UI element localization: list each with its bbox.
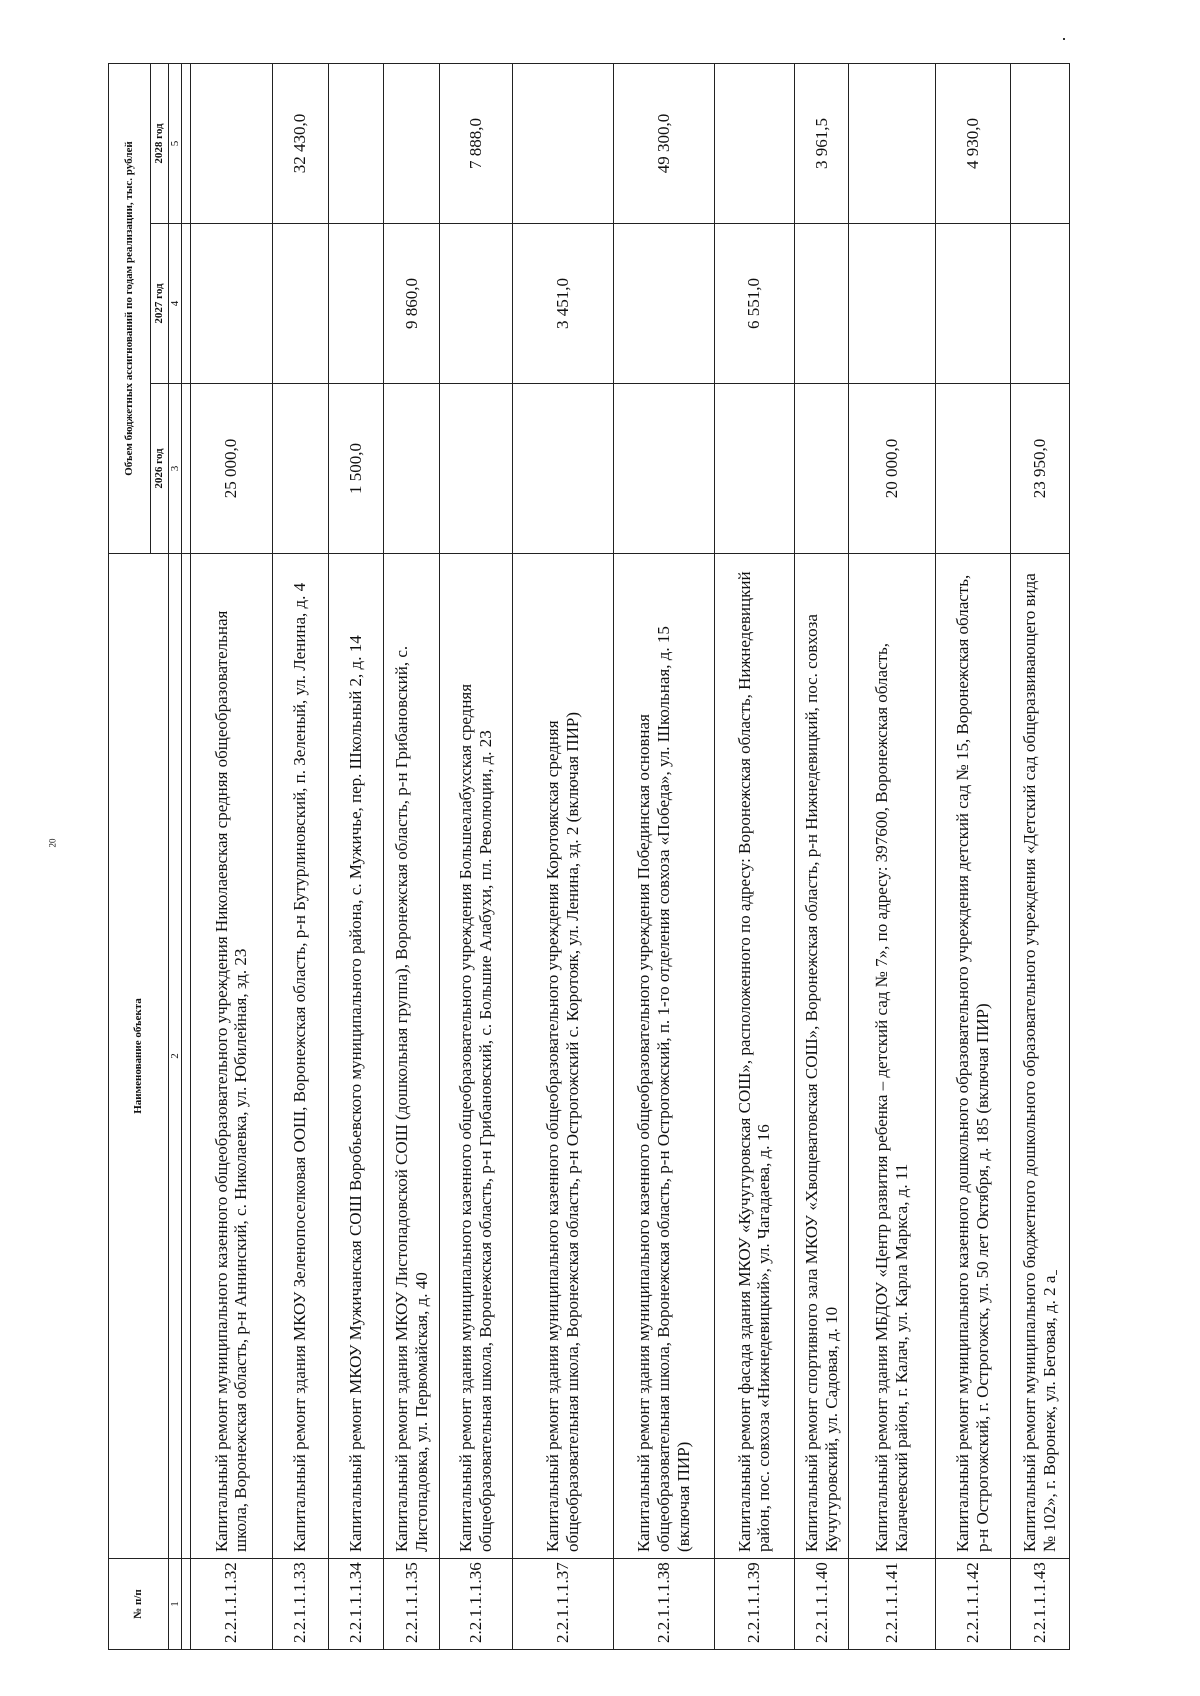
column-number-row (169, 64, 182, 1650)
table-row (715, 64, 795, 1650)
row-code: 2.2.1.1.1.34 (328, 1559, 384, 1650)
value-2028: 32 430,0 (272, 64, 328, 224)
value-2026 (794, 384, 849, 554)
row-code: 2.2.1.1.1.39 (715, 1559, 795, 1650)
table-row (1011, 64, 1070, 1650)
row-object-name: Капитальный ремонт здания муниципального казенного общеобразовательного учреждения Побединская основная общеобразовательная школа, Воронежская область, р-н Острогожский, п. 1-го отделения совхоза «Победа», ул. Школьная, д. 15 (включая ПИР) (614, 554, 715, 1559)
column-number: 1 (169, 1559, 182, 1650)
value-2028 (328, 64, 384, 224)
value-2027 (328, 224, 384, 384)
row-code: 2.2.1.1.1.33 (272, 1559, 328, 1650)
value-2026: 20 000,0 (849, 384, 935, 554)
row-object-name: Капитальный ремонт спортивного зала МКОУ «Хвощеватовская СОШ», Воронежская область, р-н Нижнедевицкий, пос. совхоза Кучугуровский, ул. Садовая, д. 10 (794, 554, 849, 1559)
row-object-name: Капитальный ремонт муниципального казенного общеобразовательного учреждения Николаевская средняя общеобразовательная школа, Воронежская область, р-н Аннинский, с. Николаевка, ул. Юбилейная, зд. 23 (191, 554, 273, 1559)
value-2026 (614, 384, 715, 554)
value-2027 (439, 224, 513, 384)
rotated-table-sheet (108, 64, 1070, 1650)
table-row (614, 64, 715, 1650)
value-2027: 6 551,0 (715, 224, 795, 384)
column-number: 4 (169, 224, 182, 384)
header-year-2028: 2028 год (151, 64, 169, 224)
header-number: № п/п (109, 1559, 169, 1650)
row-code: 2.2.1.1.1.35 (384, 1559, 440, 1650)
value-2027 (935, 224, 1011, 384)
table-row (935, 64, 1011, 1650)
row-code: 2.2.1.1.1.41 (849, 1559, 935, 1650)
value-2026 (715, 384, 795, 554)
table-row (191, 64, 273, 1650)
row-code: 2.2.1.1.1.32 (191, 1559, 273, 1650)
row-object-name: Капитальный ремонт здания МКОУ Листопадовской СОШ (дошкольная группа), Воронежская область, р-н Грибановский, с. Листопадовка, ул. Первомайская, д. 40 (384, 554, 440, 1559)
value-2028 (384, 64, 440, 224)
row-code: 2.2.1.1.1.43 (1011, 1559, 1070, 1650)
value-2028 (513, 64, 614, 224)
blank-row (182, 64, 191, 1650)
column-number: 3 (169, 384, 182, 554)
table-row (272, 64, 328, 1650)
table-row (849, 64, 935, 1650)
row-object-name: Капитальный ремонт муниципального казенного дошкольного образовательного учреждения детский сад № 15, Воронежская область, р-н Острогожский, г. Острогожск, ул. 50 лет Октября, д. 185 (включая ПИР) (935, 554, 1011, 1559)
row-object-name: Капитальный ремонт фасада здания МКОУ «Кучугуровская СОШ», расположенного по адресу: Воронежская область, Нижнедевицкий район, пос. совхоза «Нижнедевицкий», ул. Чагадаева, д. 16 (715, 554, 795, 1559)
row-code: 2.2.1.1.1.36 (439, 1559, 513, 1650)
value-2027: 9 860,0 (384, 224, 440, 384)
table-row (328, 64, 384, 1650)
value-2027 (272, 224, 328, 384)
row-code: 2.2.1.1.1.40 (794, 1559, 849, 1650)
value-2026 (513, 384, 614, 554)
row-code: 2.2.1.1.1.38 (614, 1559, 715, 1650)
value-2026: 1 500,0 (328, 384, 384, 554)
table-row (439, 64, 513, 1650)
value-2026 (439, 384, 513, 554)
row-object-name: Капитальный ремонт здания МБДОУ «Центр развития ребенка – детский сад № 7», по адресу: 397600, Воронежская область, Калачеевский район, г. Калач, ул. Карла Маркса, д. 11 (849, 554, 935, 1559)
row-code: 2.2.1.1.1.42 (935, 1559, 1011, 1650)
column-number: 5 (169, 64, 182, 224)
value-2028 (849, 64, 935, 224)
column-number: 2 (169, 554, 182, 1559)
table-row (384, 64, 440, 1650)
value-2028: 4 930,0 (935, 64, 1011, 224)
row-object-name: Капитальный ремонт здания муниципального казенного общеобразовательного учреждения Коротоякская средняя общеобразовательная школа, Воронежская область, р-н Острогожский с. Коротояк, ул. Ленина, зд. 2 (включая ПИР) (513, 554, 614, 1559)
header-year-2027: 2027 год (151, 224, 169, 384)
value-2026 (935, 384, 1011, 554)
value-2027 (794, 224, 849, 384)
value-2028 (1011, 64, 1070, 224)
value-2028: 49 300,0 (614, 64, 715, 224)
row-object-name: Капитальный ремонт муниципального бюджетного дошкольного образовательного учреждения «Детский сад общеразвивающего вида № 102», г. Воронеж, ул. Беговая, д. 2 а (1011, 554, 1070, 1559)
row-object-name: Капитальный ремонт МКОУ Мужичанская СОШ Воробьевского муниципального района, с. Мужичье, пер. Школьный 2, д. 14 (328, 554, 384, 1559)
value-2027: 3 451,0 (513, 224, 614, 384)
header-year-2026: 2026 год (151, 384, 169, 554)
scan-speck (1063, 38, 1065, 40)
value-2028: 7 888,0 (439, 64, 513, 224)
value-2027 (849, 224, 935, 384)
value-2026: 25 000,0 (191, 384, 273, 554)
page-number: 20 (47, 838, 58, 848)
header-name: Наименование объекта (109, 554, 169, 1559)
value-2028: 3 961,5 (794, 64, 849, 224)
value-2026 (384, 384, 440, 554)
value-2028 (715, 64, 795, 224)
value-2026 (272, 384, 328, 554)
table-row (513, 64, 614, 1650)
value-2027 (1011, 224, 1070, 384)
row-object-name: Капитальный ремонт здания МКОУ Зеленопоселковая ООШ, Воронежская область, р-н Бутурлиновский, п. Зеленый, ул. Ленина, д. 4 (272, 554, 328, 1559)
header-budget-group: Объем бюджетных ассигнований по годам реализации, тыс. рублей (109, 64, 151, 554)
value-2027 (191, 224, 273, 384)
row-object-name: Капитальный ремонт здания муниципального казенного общеобразовательного учреждения Большеалабухская средняя общеобразовательная школа, Воронежская область, р-н Грибановский, с. Большие Алабухи, пл. Революции, д. 23 (439, 554, 513, 1559)
table-row (794, 64, 849, 1650)
value-2027 (614, 224, 715, 384)
budget-table (108, 63, 1070, 1650)
value-2028 (191, 64, 273, 224)
value-2026: 23 950,0 (1011, 384, 1070, 554)
row-code: 2.2.1.1.1.37 (513, 1559, 614, 1650)
